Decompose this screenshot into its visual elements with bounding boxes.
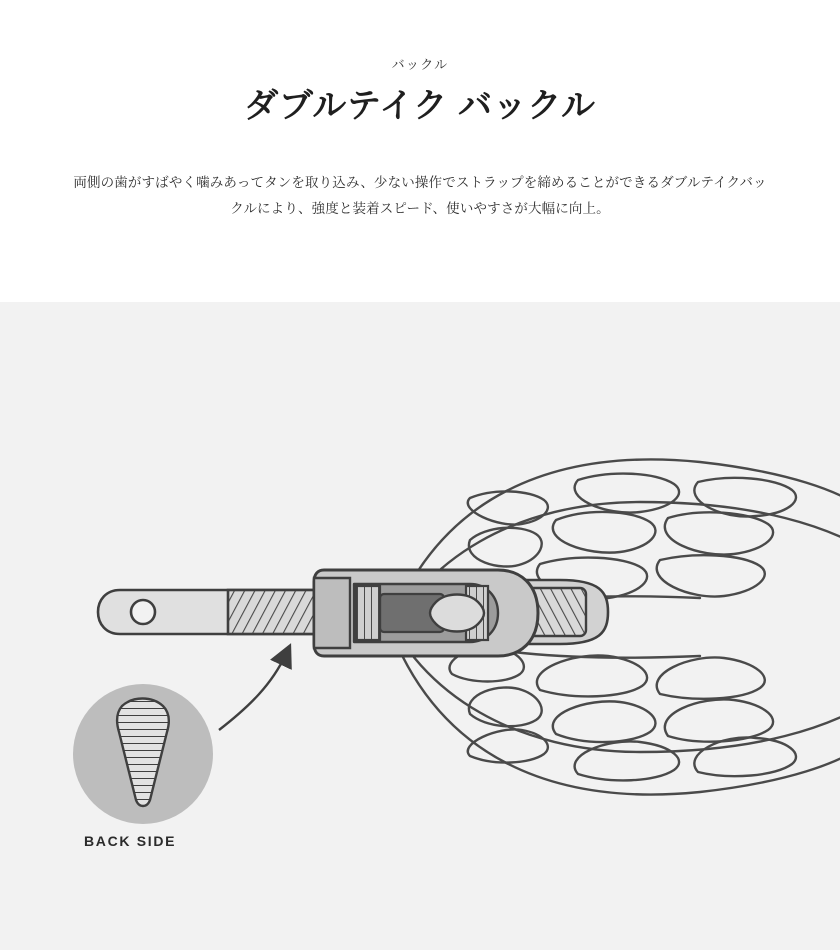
description-text: 両側の歯がすばやく噛みあってタンを取り込み、少ない操作でストラップを締めることができるダブルテイクバックルにより、強度と装着スピード、使いやすさが大幅に向上。 <box>73 175 767 217</box>
buckle-ribs-left <box>356 586 380 640</box>
strap <box>98 590 344 634</box>
header-block <box>0 0 840 223</box>
page-title: ダブルテイク バックル <box>244 87 596 125</box>
back-side-detail <box>73 684 213 824</box>
buckle-illustration <box>0 302 840 950</box>
buckle-entry-lip <box>314 578 350 648</box>
figure-panel <box>0 302 840 950</box>
eyebrow-label: バックル <box>391 57 449 72</box>
double-take-buckle <box>314 570 608 656</box>
buckle-release-lever <box>430 595 484 632</box>
detail-caption: BACK SIDE <box>84 833 177 849</box>
strap-eyelet <box>131 600 155 624</box>
